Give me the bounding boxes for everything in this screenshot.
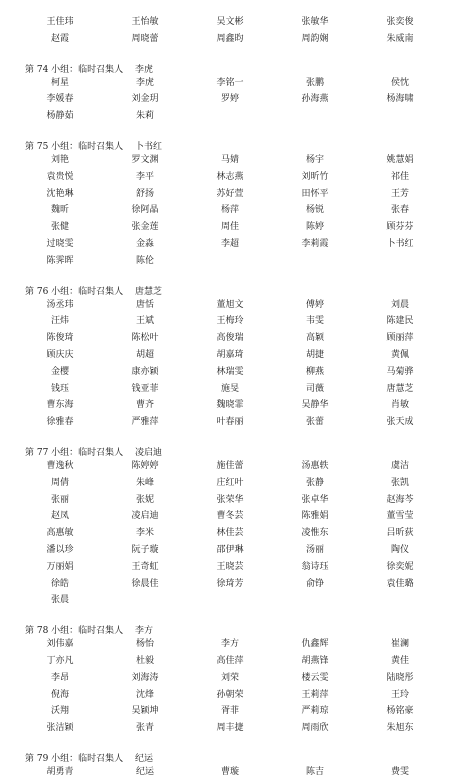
member-name: 李超 <box>220 239 239 249</box>
member-name: 罗文渊 <box>131 155 159 165</box>
member-row <box>0 561 449 573</box>
group-label: 第 77 小组：临时召集人 <box>25 448 124 458</box>
member-name: 杨静茹 <box>46 111 74 122</box>
member-name: 周佳 <box>220 222 239 233</box>
member-name: 李媛春 <box>46 94 74 105</box>
member-name: 费雯 <box>390 767 409 777</box>
member-name: 袁佳璐 <box>386 578 414 589</box>
member-name: 王斌 <box>135 316 154 327</box>
member-name: 赵凤 <box>50 511 69 522</box>
member-name: 胡勇青 <box>46 767 74 777</box>
member-row <box>0 477 449 489</box>
member-name: 唐慧芝 <box>386 383 414 394</box>
member-name: 杨怡 <box>135 639 154 650</box>
member-name: 过晓雯 <box>46 239 74 249</box>
member-name: 吕昕荻 <box>386 528 414 539</box>
member-name: 周倩 <box>50 477 69 488</box>
member-name: 潘以珍 <box>46 545 74 555</box>
group-label: 第 79 小组：临时召集人 <box>25 754 124 764</box>
member-name: 王莉萍 <box>301 689 329 700</box>
group-header <box>0 625 449 637</box>
member-name: 徐阿晶 <box>131 205 159 216</box>
member-name: 李方 <box>220 639 239 650</box>
member-name: 沃翔 <box>50 706 69 717</box>
member-name: 顾芬芬 <box>386 222 414 233</box>
member-name: 刘伟嘉 <box>46 639 74 650</box>
member-name: 孙海燕 <box>301 94 329 105</box>
member-name: 顾丽萍 <box>386 333 414 344</box>
member-name: 陈伦 <box>135 255 154 266</box>
member-name: 刘艳 <box>50 155 69 165</box>
member-name: 陈建民 <box>386 316 414 327</box>
member-name: 张敏华 <box>301 17 329 27</box>
member-name: 严莉琼 <box>301 706 329 717</box>
member-name: 张健 <box>50 222 69 233</box>
member-name: 肖敏 <box>390 400 409 411</box>
member-name: 王佳玮 <box>46 17 74 27</box>
member-name: 翁诗珏 <box>301 561 329 572</box>
member-name: 田怀平 <box>301 188 329 199</box>
member-name: 张卓华 <box>301 494 329 505</box>
member-row <box>0 255 449 267</box>
group-label: 第 74 小组：临时召集人 <box>25 64 124 75</box>
member-name: 徐晨佳 <box>131 578 159 589</box>
member-name: 顾庆庆 <box>46 350 74 360</box>
member-name: 卜书红 <box>386 239 414 249</box>
member-name: 魏晓霏 <box>216 400 244 411</box>
group-header <box>0 141 449 153</box>
member-name: 马菊骅 <box>386 366 414 377</box>
member-name: 黄佳 <box>390 656 409 666</box>
member-name: 万丽娟 <box>46 561 74 572</box>
member-name: 叶春丽 <box>216 417 244 428</box>
group-header <box>0 447 449 459</box>
member-name: 朱旭东 <box>386 723 414 734</box>
member-name: 董雪莹 <box>386 511 414 522</box>
member-name: 张鹏 <box>305 77 324 88</box>
member-name: 钱亚菲 <box>131 383 159 394</box>
group-header <box>0 286 449 298</box>
group-leader: 李方 <box>135 626 154 637</box>
member-row <box>0 510 449 522</box>
member-name: 李米 <box>135 528 154 539</box>
member-name: 俞铮 <box>305 578 324 589</box>
member-name: 胡捷 <box>305 350 324 360</box>
member-name: 张金莲 <box>131 222 159 233</box>
carryover-row <box>0 33 449 45</box>
member-name: 康亦颖 <box>131 366 159 377</box>
member-name: 胡燕锋 <box>301 656 329 666</box>
member-row <box>0 494 449 506</box>
member-row <box>0 110 449 122</box>
member-name: 徐奕妮 <box>386 561 414 572</box>
member-name: 汤丽 <box>305 545 324 555</box>
member-name: 金樱 <box>50 366 69 377</box>
member-row <box>0 315 449 327</box>
group-header <box>0 753 449 765</box>
member-name: 张蕾 <box>305 417 324 428</box>
member-name: 刘昕竹 <box>301 171 329 182</box>
member-row <box>0 672 449 684</box>
member-name: 朱莉 <box>135 111 154 122</box>
member-name: 刘金玥 <box>131 94 159 105</box>
member-row <box>0 722 449 734</box>
member-row <box>0 188 449 200</box>
carryover-row <box>0 16 449 28</box>
member-row <box>0 594 449 606</box>
member-name: 杨铭豪 <box>386 706 414 717</box>
member-row <box>0 93 449 105</box>
member-name: 罗婷 <box>220 94 239 105</box>
member-row <box>0 299 449 311</box>
member-row <box>0 349 449 361</box>
member-name: 倪海 <box>50 689 69 700</box>
member-name: 黄佩 <box>390 350 409 360</box>
member-name: 陈雅娟 <box>301 511 329 522</box>
member-name: 杨宇 <box>305 155 324 165</box>
member-row <box>0 171 449 183</box>
member-name: 王梅玲 <box>216 316 244 327</box>
member-row <box>0 416 449 428</box>
member-row <box>0 332 449 344</box>
member-row <box>0 399 449 411</box>
member-name: 丁亦凡 <box>46 656 74 666</box>
group-label: 第 78 小组：临时召集人 <box>25 626 124 637</box>
member-row <box>0 366 449 378</box>
member-name: 唐恬 <box>135 299 154 310</box>
member-name: 沈烽 <box>135 689 154 700</box>
member-name: 张妮 <box>135 494 154 505</box>
member-name: 曹逸秋 <box>46 461 74 471</box>
member-name: 刘荣 <box>220 672 239 683</box>
member-name: 凌惟东 <box>301 528 329 539</box>
member-name: 傅婷 <box>305 299 324 310</box>
member-name: 陈霁晖 <box>46 255 74 266</box>
member-name: 张奕俊 <box>386 17 414 27</box>
member-name: 曹璇 <box>220 767 239 777</box>
member-name: 林佳芸 <box>216 528 244 539</box>
member-row <box>0 460 449 472</box>
member-name: 施旻 <box>220 383 239 394</box>
member-name: 高俊瑞 <box>216 333 244 344</box>
member-name: 曹东海 <box>46 400 74 411</box>
member-name: 仇鑫辉 <box>301 639 329 650</box>
member-name: 韦雯 <box>305 316 324 327</box>
member-row <box>0 154 449 166</box>
member-name: 李铭一 <box>216 77 244 88</box>
member-name: 张春 <box>390 205 409 216</box>
member-row <box>0 544 449 556</box>
member-name: 舒扬 <box>135 188 154 199</box>
member-name: 胥菲 <box>220 706 239 717</box>
member-name: 司薇 <box>305 383 324 394</box>
member-name: 张青 <box>135 723 154 734</box>
member-name: 吴静华 <box>301 400 329 411</box>
member-name: 朱威南 <box>386 33 414 44</box>
member-name: 王玲 <box>390 689 409 700</box>
member-name: 刘海涛 <box>131 672 159 683</box>
member-name: 朱峰 <box>135 477 154 488</box>
member-name: 杨海啸 <box>386 94 414 105</box>
member-name: 高颖 <box>305 333 324 344</box>
member-name: 孙朝荣 <box>216 689 244 700</box>
member-row <box>0 689 449 701</box>
member-row <box>0 527 449 539</box>
member-name: 凌启迪 <box>131 511 159 522</box>
member-name: 施佳蕾 <box>216 461 244 471</box>
member-name: 徐雅春 <box>46 417 74 428</box>
member-name: 庄红叶 <box>216 477 244 488</box>
member-name: 楼云雯 <box>301 672 329 683</box>
member-name: 高佳萍 <box>216 656 244 666</box>
member-name: 张丽 <box>50 494 69 505</box>
member-name: 赵霞 <box>50 33 69 44</box>
member-row <box>0 383 449 395</box>
member-name: 柳燕 <box>305 366 324 377</box>
member-name: 汪炜 <box>50 316 69 327</box>
member-name: 汤惠轶 <box>301 461 329 471</box>
member-name: 张洁颖 <box>46 723 74 734</box>
member-name: 张晨 <box>50 595 69 606</box>
member-row <box>0 705 449 717</box>
member-name: 侯忱 <box>390 77 409 88</box>
member-name: 曹齐 <box>135 400 154 411</box>
member-row <box>0 638 449 650</box>
member-name: 金淼 <box>135 239 154 249</box>
member-name: 周韵娴 <box>301 33 329 44</box>
member-name: 姚慧娟 <box>386 155 414 165</box>
member-name: 马婧 <box>220 155 239 165</box>
member-name: 虞洁 <box>390 461 409 471</box>
member-name: 吴颖坤 <box>131 706 159 717</box>
member-name: 袁贵悦 <box>46 171 74 182</box>
member-name: 陈婷 <box>305 222 324 233</box>
member-name: 张静 <box>305 477 324 488</box>
member-name: 赵海芩 <box>386 494 414 505</box>
member-name: 胡嘉琦 <box>216 350 244 360</box>
member-name: 柯星 <box>50 77 69 88</box>
member-name: 杨锐 <box>305 205 324 216</box>
member-name: 张荣华 <box>216 494 244 505</box>
member-name: 祁佳 <box>390 171 409 182</box>
member-name: 魏昕 <box>50 205 69 216</box>
member-name: 陈松叶 <box>131 333 159 344</box>
member-name: 胡超 <box>135 350 154 360</box>
member-name: 严雅萍 <box>131 417 159 428</box>
member-name: 李昂 <box>50 672 69 683</box>
member-row <box>0 655 449 667</box>
member-name: 徐皓 <box>50 578 69 589</box>
member-name: 周雨欣 <box>301 723 329 734</box>
member-name: 邵伊琳 <box>216 545 244 555</box>
member-name: 林瑞雯 <box>216 366 244 377</box>
member-name: 王怡敏 <box>131 17 159 27</box>
member-name: 李虎 <box>135 77 154 88</box>
member-name: 林志燕 <box>216 171 244 182</box>
member-name: 刘晨 <box>390 299 409 310</box>
member-name: 沈艳琳 <box>46 188 74 199</box>
group-header <box>0 64 449 76</box>
member-row <box>0 238 449 250</box>
member-name: 阮子璇 <box>131 545 159 555</box>
member-row <box>0 578 449 590</box>
member-name: 陈俊琦 <box>46 333 74 344</box>
member-name: 纪运 <box>135 767 154 777</box>
group-leader: 唐慧芝 <box>135 286 163 297</box>
member-name: 董旭文 <box>216 299 244 310</box>
member-row <box>0 77 449 89</box>
member-name: 苏好萱 <box>216 188 244 199</box>
group-leader: 凌启迪 <box>135 448 163 458</box>
member-name: 吴文彬 <box>216 17 244 27</box>
member-name: 李平 <box>135 171 154 182</box>
group-leader: 卜书红 <box>135 142 163 152</box>
group-label: 第 75 小组：临时召集人 <box>25 142 124 152</box>
member-name: 陶仪 <box>390 545 409 555</box>
group-leader: 纪运 <box>135 754 154 764</box>
member-name: 崔澜 <box>390 639 409 650</box>
member-row <box>0 204 449 216</box>
member-name: 周鑫昀 <box>216 33 244 44</box>
member-name: 曹冬芸 <box>216 511 244 522</box>
member-name: 徐琦芳 <box>216 578 244 589</box>
member-name: 李莉霞 <box>301 239 329 249</box>
group-leader: 李虎 <box>135 64 154 75</box>
member-name: 王奇虹 <box>131 561 159 572</box>
member-name: 陈婷婷 <box>131 461 159 471</box>
member-name: 高惠敏 <box>46 528 74 539</box>
member-name: 周晓蕾 <box>131 33 159 44</box>
group-label: 第 76 小组：临时召集人 <box>25 286 124 297</box>
member-row <box>0 766 449 778</box>
member-name: 张凯 <box>390 477 409 488</box>
member-name: 钱珏 <box>50 383 69 394</box>
member-name: 陈吉 <box>305 767 324 777</box>
member-name: 张天成 <box>386 417 414 428</box>
member-name: 王芳 <box>390 188 409 199</box>
member-name: 周丰捷 <box>216 723 244 734</box>
member-name: 杜毅 <box>135 656 154 666</box>
member-row <box>0 221 449 233</box>
member-name: 汤丞玮 <box>46 299 74 310</box>
member-name: 陆晓彤 <box>386 672 414 683</box>
member-name: 杨萍 <box>220 205 239 216</box>
member-name: 王晓芸 <box>216 561 244 572</box>
